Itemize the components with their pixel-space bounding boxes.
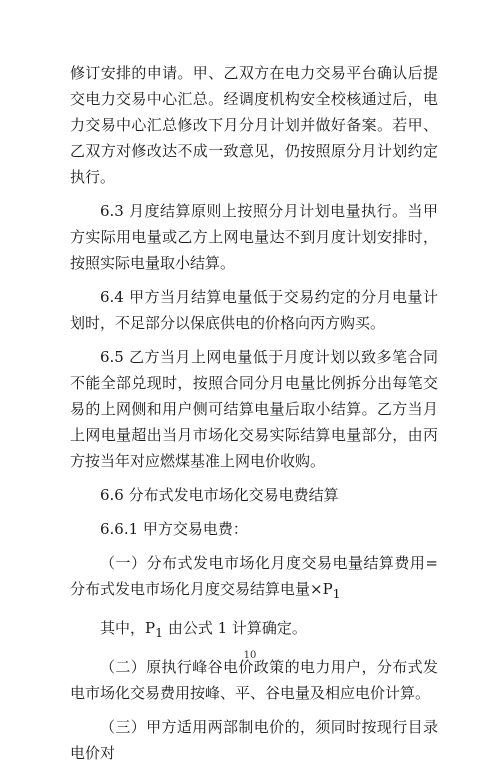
formula-text: （一）分布式发电市场化月度交易电量结算费用=分布式发电市场化月度交易结算电量×P <box>70 554 438 598</box>
paragraph-6-4: 6.4 甲方当月结算电量低于交易约定的分月电量计划时，不足部分以保底供电的价格向丙方购买。 <box>70 288 438 332</box>
formula-subscript: 1 <box>332 586 341 601</box>
paragraph-item-3: （三）甲方适用两部制电价的，须同时按现行目录电价对 <box>70 718 438 762</box>
paragraph-6-3: 6.3 月度结算原则上按照分月计划电量执行。当甲方实际用电量或乙方上网电量达不到月度计划安排时，按照实际电量取小结算。 <box>70 202 438 272</box>
page-number: 10 <box>243 650 257 661</box>
paragraph-item-2: （二）原执行峰谷电价政策的电力用户，分布式发电市场化交易费用按峰、平、谷电量及相应电价计算。 <box>70 658 438 702</box>
subsection-heading-6-6-1: 6.6.1 甲方交易电费： <box>100 520 248 538</box>
section-heading-6-6: 6.6 分布式发电市场化交易电费结算 <box>100 486 339 504</box>
formula-paragraph <box>70 550 438 607</box>
formula-note-rest: 由公式 1 计算确定。 <box>167 619 307 637</box>
formula-note <box>70 615 438 646</box>
page-body <box>70 60 438 774</box>
paragraph-6-5: 6.5 乙方当月上网电量低于月度计划以致多笔合同不能全部兑现时，按照合同分月电量比例拆分出每笔交易的上网侧和用户侧可结算电量后取小结算。乙方当月上网电量超出当月市场化交易实际结算电量部分，由丙方按当年对应燃煤基准上网电价收购。 <box>70 348 438 470</box>
formula-note-lead: 其中，P <box>100 619 156 637</box>
paragraph-6-2-continued: 修订安排的申请。甲、乙双方在电力交易平台确认后提交电力交易中心汇总。经调度机构安全校核通过后，电力交易中心汇总修改下月分月计划并做好备案。若甲、乙双方对修改达不成一致意见，仍按照原分月计划约定执行。 <box>70 64 438 186</box>
formula-note-subscript: 1 <box>155 625 164 640</box>
